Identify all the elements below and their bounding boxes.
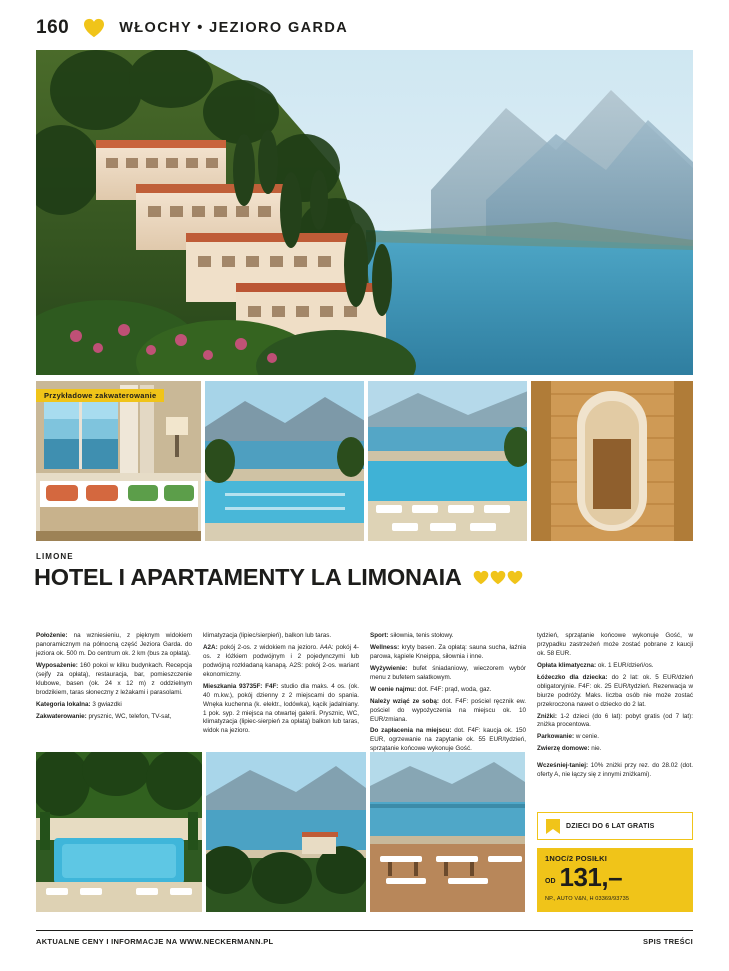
paragraph-text: w cenie.	[574, 733, 599, 741]
paragraph-text: 160 pokoi w kilku budynkach. Recepcja (sejfy za opłatą), restauracja, bar, pomieszczenie klubowe, basen (ok. 24 x 12 m) z oddzielnym brodzikiem, taras słoneczny z leżakami i parasolami.	[36, 661, 192, 696]
kids-free-label: DZIECI DO 6 LAT GRATIS	[566, 822, 655, 830]
price-value: 131,–	[559, 862, 623, 892]
description-paragraph	[370, 686, 526, 695]
location-label: LIMONE	[36, 552, 74, 561]
bottom-photo-lakeview	[206, 752, 366, 912]
price-header: 1NOC/2 POSIŁKI	[545, 854, 607, 863]
paragraph-label: Wcześniej-taniej:	[537, 762, 589, 770]
sauna-illustration	[531, 381, 693, 541]
description-column-4	[537, 632, 693, 783]
hero-illustration	[36, 50, 693, 375]
thumbnail-sauna	[531, 381, 693, 541]
thumbnail-strip	[36, 381, 693, 541]
rating-heart-icon	[473, 570, 489, 585]
hotel-name-text: HOTEL I APARTAMENTY LA LIMONAIA	[34, 564, 462, 590]
description-paragraph	[537, 745, 693, 754]
paragraph-text: studio dla maks. 4 os. (ok. 40 m.kw.), pokój dzienny z 2 miejscami do spania. Wnęka kuchenna (k. elektr., lodówka), kącik jadalniany. 1 pok. syp. 2 miejsca na otwartej galerii. Prysznic, WC, klimatyzacja (lipiec-sierpień za opłatą) balkon lub taras, widok na jezioro.	[203, 682, 359, 735]
thumbnail-sun-terrace	[368, 381, 527, 541]
pool-lake-illustration	[205, 381, 364, 541]
description-paragraph	[203, 632, 359, 641]
pool-garden-illustration	[36, 752, 202, 912]
paragraph-text: 1-2 dzieci (do 6 lat): pobyt gratis (od 7 lat): zniżka procentowa.	[537, 712, 693, 729]
description-paragraph	[537, 713, 693, 731]
page-footer	[36, 937, 693, 946]
description-paragraph	[36, 662, 192, 698]
paragraph-text: prysznic, WC, telefon, TV-sat,	[86, 712, 172, 720]
paragraph-text: tydzień, sprzątanie końcowe wykonuje Gość, w przypadku zastrzeżeń może zostać pobrane z kaucji ok. 58 EUR.	[537, 632, 693, 657]
paragraph-label: W cenie najmu:	[370, 685, 417, 693]
heart-icon	[83, 18, 105, 38]
description-paragraph	[370, 698, 526, 725]
kids-free-badge	[537, 812, 693, 840]
paragraph-label: Do zapłacenia na miejscu:	[370, 727, 452, 735]
paragraph-label: Zwierzę domowe:	[537, 745, 590, 753]
thumbnail-caption: Przykładowe zakwaterowanie	[36, 389, 164, 402]
bottom-photo-strip	[36, 752, 525, 912]
rating-heart-icon	[507, 570, 523, 585]
footer-divider	[36, 930, 693, 931]
page-title: WŁOCHY • JEZIORO GARDA	[119, 20, 349, 36]
paragraph-text: pokój 2-os. z widokiem na jezioro. A4A: pokój 4-os. z łóżkiem podwójnym i 2 pojedynczymi lub podwójną rozkładaną kanapą. A2S: pokój 2-os. wariant ekonomiczny.	[203, 643, 359, 678]
description-paragraph	[36, 713, 192, 722]
paragraph-text: dot. F4F: prąd, woda, gaz.	[416, 685, 492, 693]
paragraph-text: dot. F4F: kaucja ok. 150 EUR, ogrzewanie na zapytanie ok. 55 EUR/tydzień, sprzątanie końcowe wykonuje Gość.	[370, 727, 526, 753]
paragraph-text: 10% zniżki przy rez. do 28.02 (dot. oferty A, nie łączy się z innymi zniżkami).	[537, 762, 693, 779]
paragraph-label: Wyposażenie:	[36, 661, 78, 669]
price-from-label: OD	[545, 877, 556, 885]
paragraph-label: A2A:	[203, 643, 218, 651]
paragraph-label: Mieszkania 93735F: F4F:	[203, 682, 279, 690]
description-paragraph	[370, 644, 526, 662]
paragraph-text: klimatyzacja (lipiec/sierpień), balkon lub taras.	[203, 632, 332, 639]
room-illustration	[36, 381, 201, 541]
paragraph-text: kryty basen. Za opłatą: sauna sucha, łaźnia parowa, kąpiele Kneippa, siłownia i inne.	[370, 643, 526, 660]
paragraph-text: ok. 1 EUR/dzień/os.	[596, 661, 654, 669]
description-paragraph	[36, 632, 192, 659]
rating-hearts	[473, 570, 523, 585]
description-paragraph	[537, 632, 693, 659]
description-paragraph	[537, 662, 693, 671]
sun-terrace-illustration	[368, 381, 527, 541]
description-paragraph	[370, 665, 526, 683]
paragraph-text: nie.	[589, 745, 602, 753]
price-note: NP., AUTO V&N, H 03369/93735	[545, 895, 630, 902]
paragraph-text: do 2 lat: ok. 5 EUR/dzień obligatoryjnie. F4F: ok. 25 EUR/tydzień. Rezerwacja w biurze podróży. Maks. liczba osób nie może zostać przekroczona nawet o dziecko do 2 lat.	[537, 673, 694, 708]
paragraph-label: Kategoria lokalna:	[36, 700, 91, 708]
bottom-photo-pool	[36, 752, 202, 912]
footer-toc-link[interactable]: SPIS TREŚCI	[643, 937, 693, 946]
kids-badge-icon	[546, 819, 560, 834]
paragraph-label: Sport:	[370, 632, 389, 639]
rating-heart-icon	[490, 570, 506, 585]
page-header	[36, 14, 693, 42]
lakeview-illustration	[206, 752, 366, 912]
thumbnail-pool-lake	[205, 381, 364, 541]
paragraph-text: siłownia, tenis stołowy.	[388, 632, 454, 639]
paragraph-text: na wzniesieniu, z pięknym widokiem panoramicznym na północną część Jeziora Garda. do jeziora ok. 500 m. Do centrum ok. 2 km (bus za opłatą).	[36, 632, 192, 657]
paragraph-label: Wyżywienie:	[370, 664, 408, 672]
hero-image	[36, 50, 693, 375]
thumbnail-room	[36, 381, 201, 541]
description-paragraph	[36, 701, 192, 710]
price-row	[545, 862, 685, 892]
description-paragraph	[370, 727, 526, 754]
paragraph-label: Położenie:	[36, 632, 68, 639]
paragraph-label: Zniżki:	[537, 712, 557, 720]
description-paragraph	[537, 733, 693, 742]
hotel-name	[34, 564, 523, 591]
description-paragraph	[537, 674, 693, 710]
paragraph-text: 3 gwiazdki	[90, 700, 122, 708]
paragraph-label: Opłata klimatyczna:	[537, 661, 597, 669]
description-paragraph	[203, 644, 359, 680]
paragraph-label: Wellness:	[370, 643, 400, 651]
description-paragraph	[203, 683, 359, 737]
paragraph-label: Parkowanie:	[537, 733, 575, 741]
price-box	[537, 848, 693, 912]
paragraph-text: dot. F4F: pościel ręcznik ew. pościel do wypożyczenia na miejscu ok. 10 EUR/zmiana.	[370, 697, 526, 723]
paragraph-label: Należy wziąć ze sobą:	[370, 697, 439, 705]
terrace-illustration	[370, 752, 525, 912]
paragraph-text: bufet śniadaniowy, wieczorem wybór menu z bufetem sałatkowym.	[370, 664, 526, 681]
description-paragraph	[370, 632, 526, 641]
footer-website[interactable]: AKTUALNE CENY I INFORMACJE NA WWW.NECKERMANN.PL	[36, 937, 274, 946]
paragraph-label: Zakwaterowanie:	[36, 712, 87, 720]
bottom-photo-terrace	[370, 752, 525, 912]
page-number: 160	[36, 17, 70, 38]
description-paragraph	[537, 762, 693, 780]
paragraph-label: Łóżeczko dla dziecka:	[537, 673, 608, 681]
